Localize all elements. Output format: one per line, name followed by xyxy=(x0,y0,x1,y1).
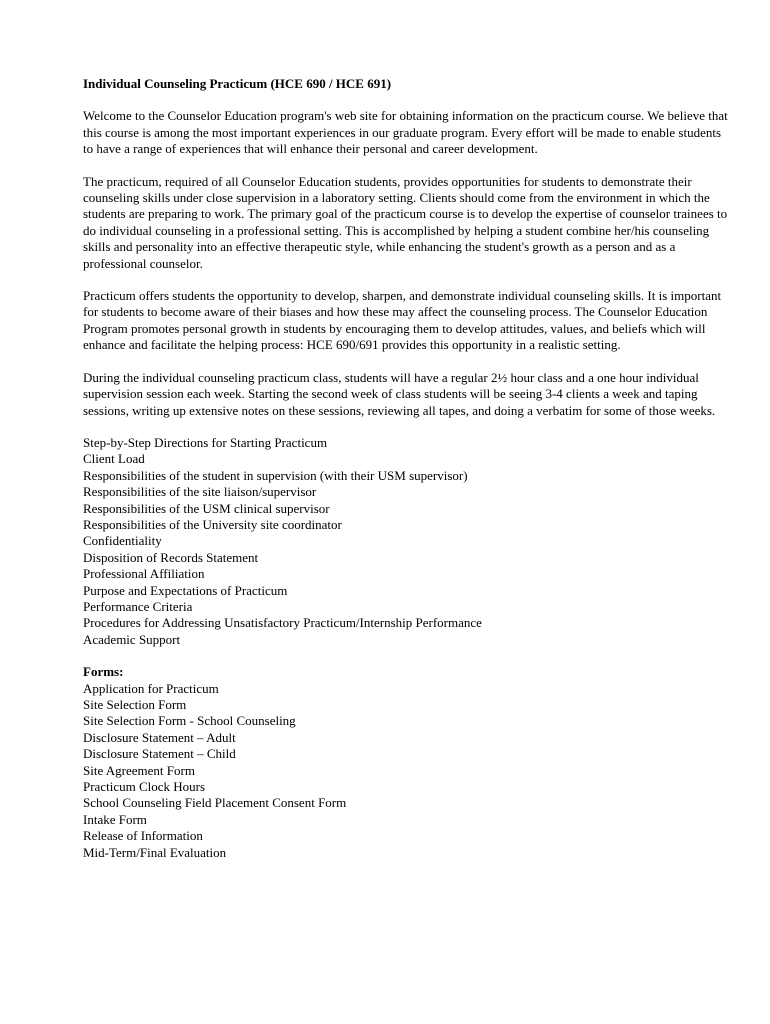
form-item[interactable]: Practicum Clock Hours xyxy=(83,779,206,795)
paragraph-class-schedule: During the individual counseling practicum class, students will have a regular 2½ hour class and a one hour individual supervision session each week. Starting the second week of class students will be seeing 3-4 clients a week and taping sessions, writing up extensive notes on these sessions, reviewing all tapes, and doing a verbatim for some of those weeks. xyxy=(83,369,716,418)
paragraph-practicum-offers: Practicum offers students the opportunity to develop, sharpen, and demonstrate individual counseling skills. It is important for students to become aware of their biases and how these may affect the counseling process. The Counselor Education Program promotes personal growth in students by encouraging them to develop attitudes, values, and beliefs which will enhance and facilitate the helping process: HCE 690/691 provides this opportunity in a realistic setting. xyxy=(83,288,722,353)
topic-item[interactable]: Responsibilities of the site liaison/supervisor xyxy=(83,484,317,500)
topic-item[interactable]: Confidentiality xyxy=(83,533,162,549)
form-item[interactable]: Application for Practicum xyxy=(83,680,219,696)
topic-item[interactable]: Disposition of Records Statement xyxy=(83,549,259,565)
form-item[interactable]: Site Selection Form xyxy=(83,697,187,712)
topic-item[interactable]: Responsibilities of the University site coordinator xyxy=(83,516,342,532)
form-item[interactable]: Site Selection Form - School Counseling xyxy=(83,713,296,729)
form-item[interactable]: Disclosure Statement – Adult xyxy=(83,729,236,745)
form-item[interactable]: School Counseling Field Placement Consent Form xyxy=(83,795,347,811)
paragraph-practicum-required: The practicum, required of all Counselor Education students, provides opportunities for students to demonstrate their counseling skills under close supervision in a laboratory setting. Clients should come from the environment in which the students are preparing to work. The primary goal of the practicum course is to develop the expertise of counselor trainees to do individual counseling in a professional setting. This is accomplished by helping a student combine her/his counseling skills and personality into an effective therapeutic style, while enhancing the student's growth as a person and as a professional counselor. xyxy=(83,173,728,271)
forms-list xyxy=(83,681,733,861)
topics-list xyxy=(83,435,733,648)
document-title: Individual Counseling Practicum (HCE 690 / HCE 691) xyxy=(83,76,392,91)
topic-item[interactable]: Procedures for Addressing Unsatisfactory Practicum/Internship Performance xyxy=(83,615,482,631)
form-item[interactable]: Intake Form xyxy=(83,811,147,827)
form-item[interactable]: Release of Information xyxy=(83,828,203,844)
topic-item[interactable]: Performance Criteria xyxy=(83,598,193,614)
topic-item[interactable]: Step-by-Step Directions for Starting Practicum xyxy=(83,434,328,450)
topic-item[interactable]: Academic Support xyxy=(83,631,181,647)
topic-item[interactable]: Client Load xyxy=(83,451,145,467)
form-item[interactable]: Disclosure Statement – Child xyxy=(83,746,236,762)
topic-item[interactable]: Responsibilities of the USM clinical supervisor xyxy=(83,500,330,516)
topic-item[interactable]: Responsibilities of the student in supervision (with their USM supervisor) xyxy=(83,467,468,483)
form-item[interactable]: Site Agreement Form xyxy=(83,762,195,778)
document-content xyxy=(83,76,733,877)
paragraph-welcome: Welcome to the Counselor Education program's web site for obtaining information on the practicum course. We believe that this course is among the most important experiences in our graduate program. Every effort will be made to enable students to have a range of experiences that will enhance their personal and career development. xyxy=(83,108,728,157)
form-item[interactable]: Mid-Term/Final Evaluation xyxy=(83,844,227,860)
topic-item[interactable]: Purpose and Expectations of Practicum xyxy=(83,582,288,598)
topic-item[interactable]: Professional Affiliation xyxy=(83,566,205,582)
forms-heading: Forms: xyxy=(83,664,124,680)
